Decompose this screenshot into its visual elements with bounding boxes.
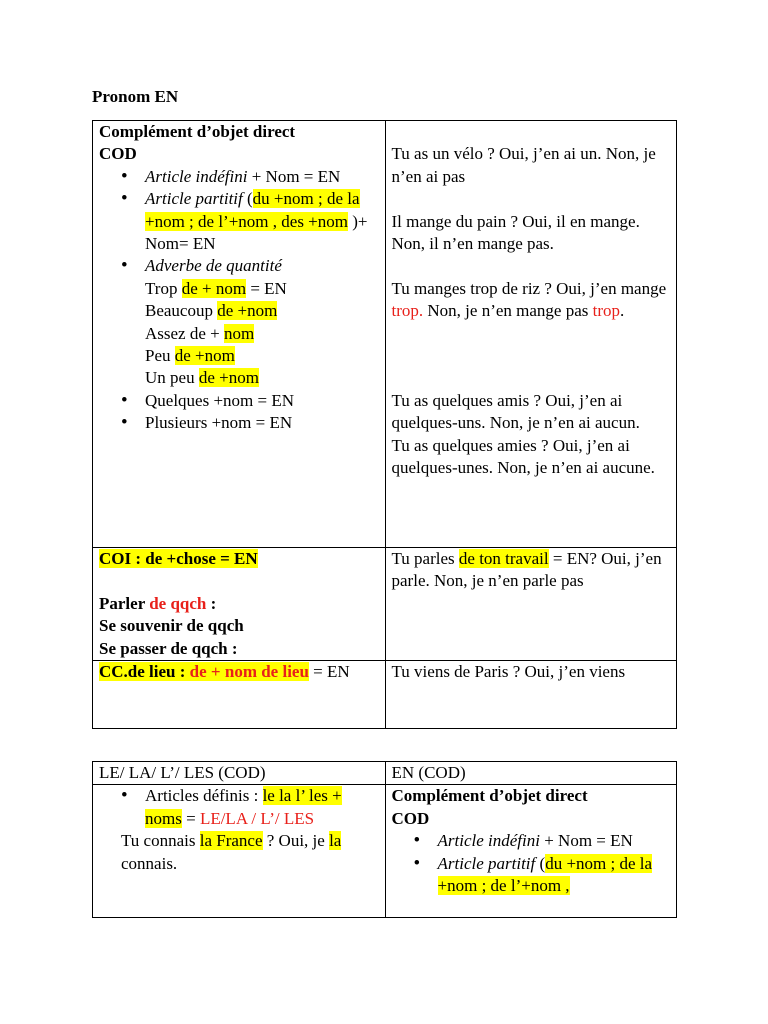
le-la-rule-list [99, 785, 379, 830]
column-header-en: EN (COD) [385, 762, 676, 785]
cod-rule-list [99, 166, 379, 278]
cod-rule-list-2 [99, 390, 379, 435]
table-row [93, 661, 677, 729]
cod-heading: Complément d’objet direct COD [391, 786, 588, 828]
le-la-rules-cell [93, 785, 386, 918]
list-item: • Quelques +nom = EN [145, 390, 379, 412]
example-text: Tu parles de ton travail = EN? Oui, j’en parle. Non, je n’en parle pas [391, 549, 662, 591]
cod-examples-cell [385, 121, 676, 548]
list-item: • Article indéfini + Nom = EN [145, 166, 379, 188]
list-item: • Plusieurs +nom = EN [145, 412, 379, 434]
example-text: Tu manges trop de riz ? Oui, j’en mange trop. Non, je n’en mange pas trop. [391, 278, 667, 321]
comparison-table [92, 761, 677, 918]
list-item: • Article indéfini + Nom = EN [438, 830, 670, 852]
table-row [93, 785, 677, 918]
example-text: Tu as un vélo ? Oui, j’en ai un. Non, je n’en ai pas [391, 144, 656, 186]
example-text: Tu connais la France ? Oui, je la connais. [121, 831, 342, 873]
example-text: Tu as quelques amies ? Oui, j’en ai quelques-unes. Non, je n’en ai aucune. [391, 435, 655, 477]
document-title: Pronom EN [92, 87, 179, 106]
coi-example-cell [385, 548, 676, 661]
list-item: • Article partitif (du +nom ; de la +nom ; de l’+nom , [438, 853, 670, 898]
cod-rules-cell [93, 121, 386, 548]
cod-heading: Complément d’objet direct COD [99, 122, 296, 164]
list-item: • Article partitif (du +nom ; de la +nom ; de l’+nom , des +nom )+ Nom= EN [145, 188, 379, 255]
example-text: Tu viens de Paris ? Oui, j’en viens [391, 662, 626, 682]
example-text: Tu as quelques amis ? Oui, j’en ai quelques-uns. Non, je n’en ai aucun. [391, 390, 640, 433]
pronom-en-table [92, 120, 677, 729]
table-row [93, 762, 677, 785]
table-row [93, 548, 677, 661]
quantity-adverbs: Trop de + nom = EN Beaucoup de +nom Assez de + nom Peu de +nom Un peu de +nom [145, 278, 287, 388]
en-rules-cell [385, 785, 676, 918]
cc-lieu-example-cell [385, 661, 676, 729]
example-text: Il mange du pain ? Oui, il en mange. Non, il n’en mange pas. [391, 211, 640, 253]
table-row [93, 121, 677, 548]
en-rule-list [392, 830, 670, 897]
cc-lieu-rules-cell: CC.de lieu : de + nom de lieu = EN [93, 661, 386, 729]
coi-rules-cell: COI : de +chose = EN Parler de qqch : Se souvenir de qqch Se passer de qqch : [93, 548, 386, 661]
column-header-le-la: LE/ LA/ L’/ LES (COD) [93, 762, 386, 785]
list-item: • Articles définis : le la l’ les + noms = LE/LA / L’/ LES [145, 785, 379, 830]
list-item: • Adverbe de quantité [145, 255, 379, 277]
